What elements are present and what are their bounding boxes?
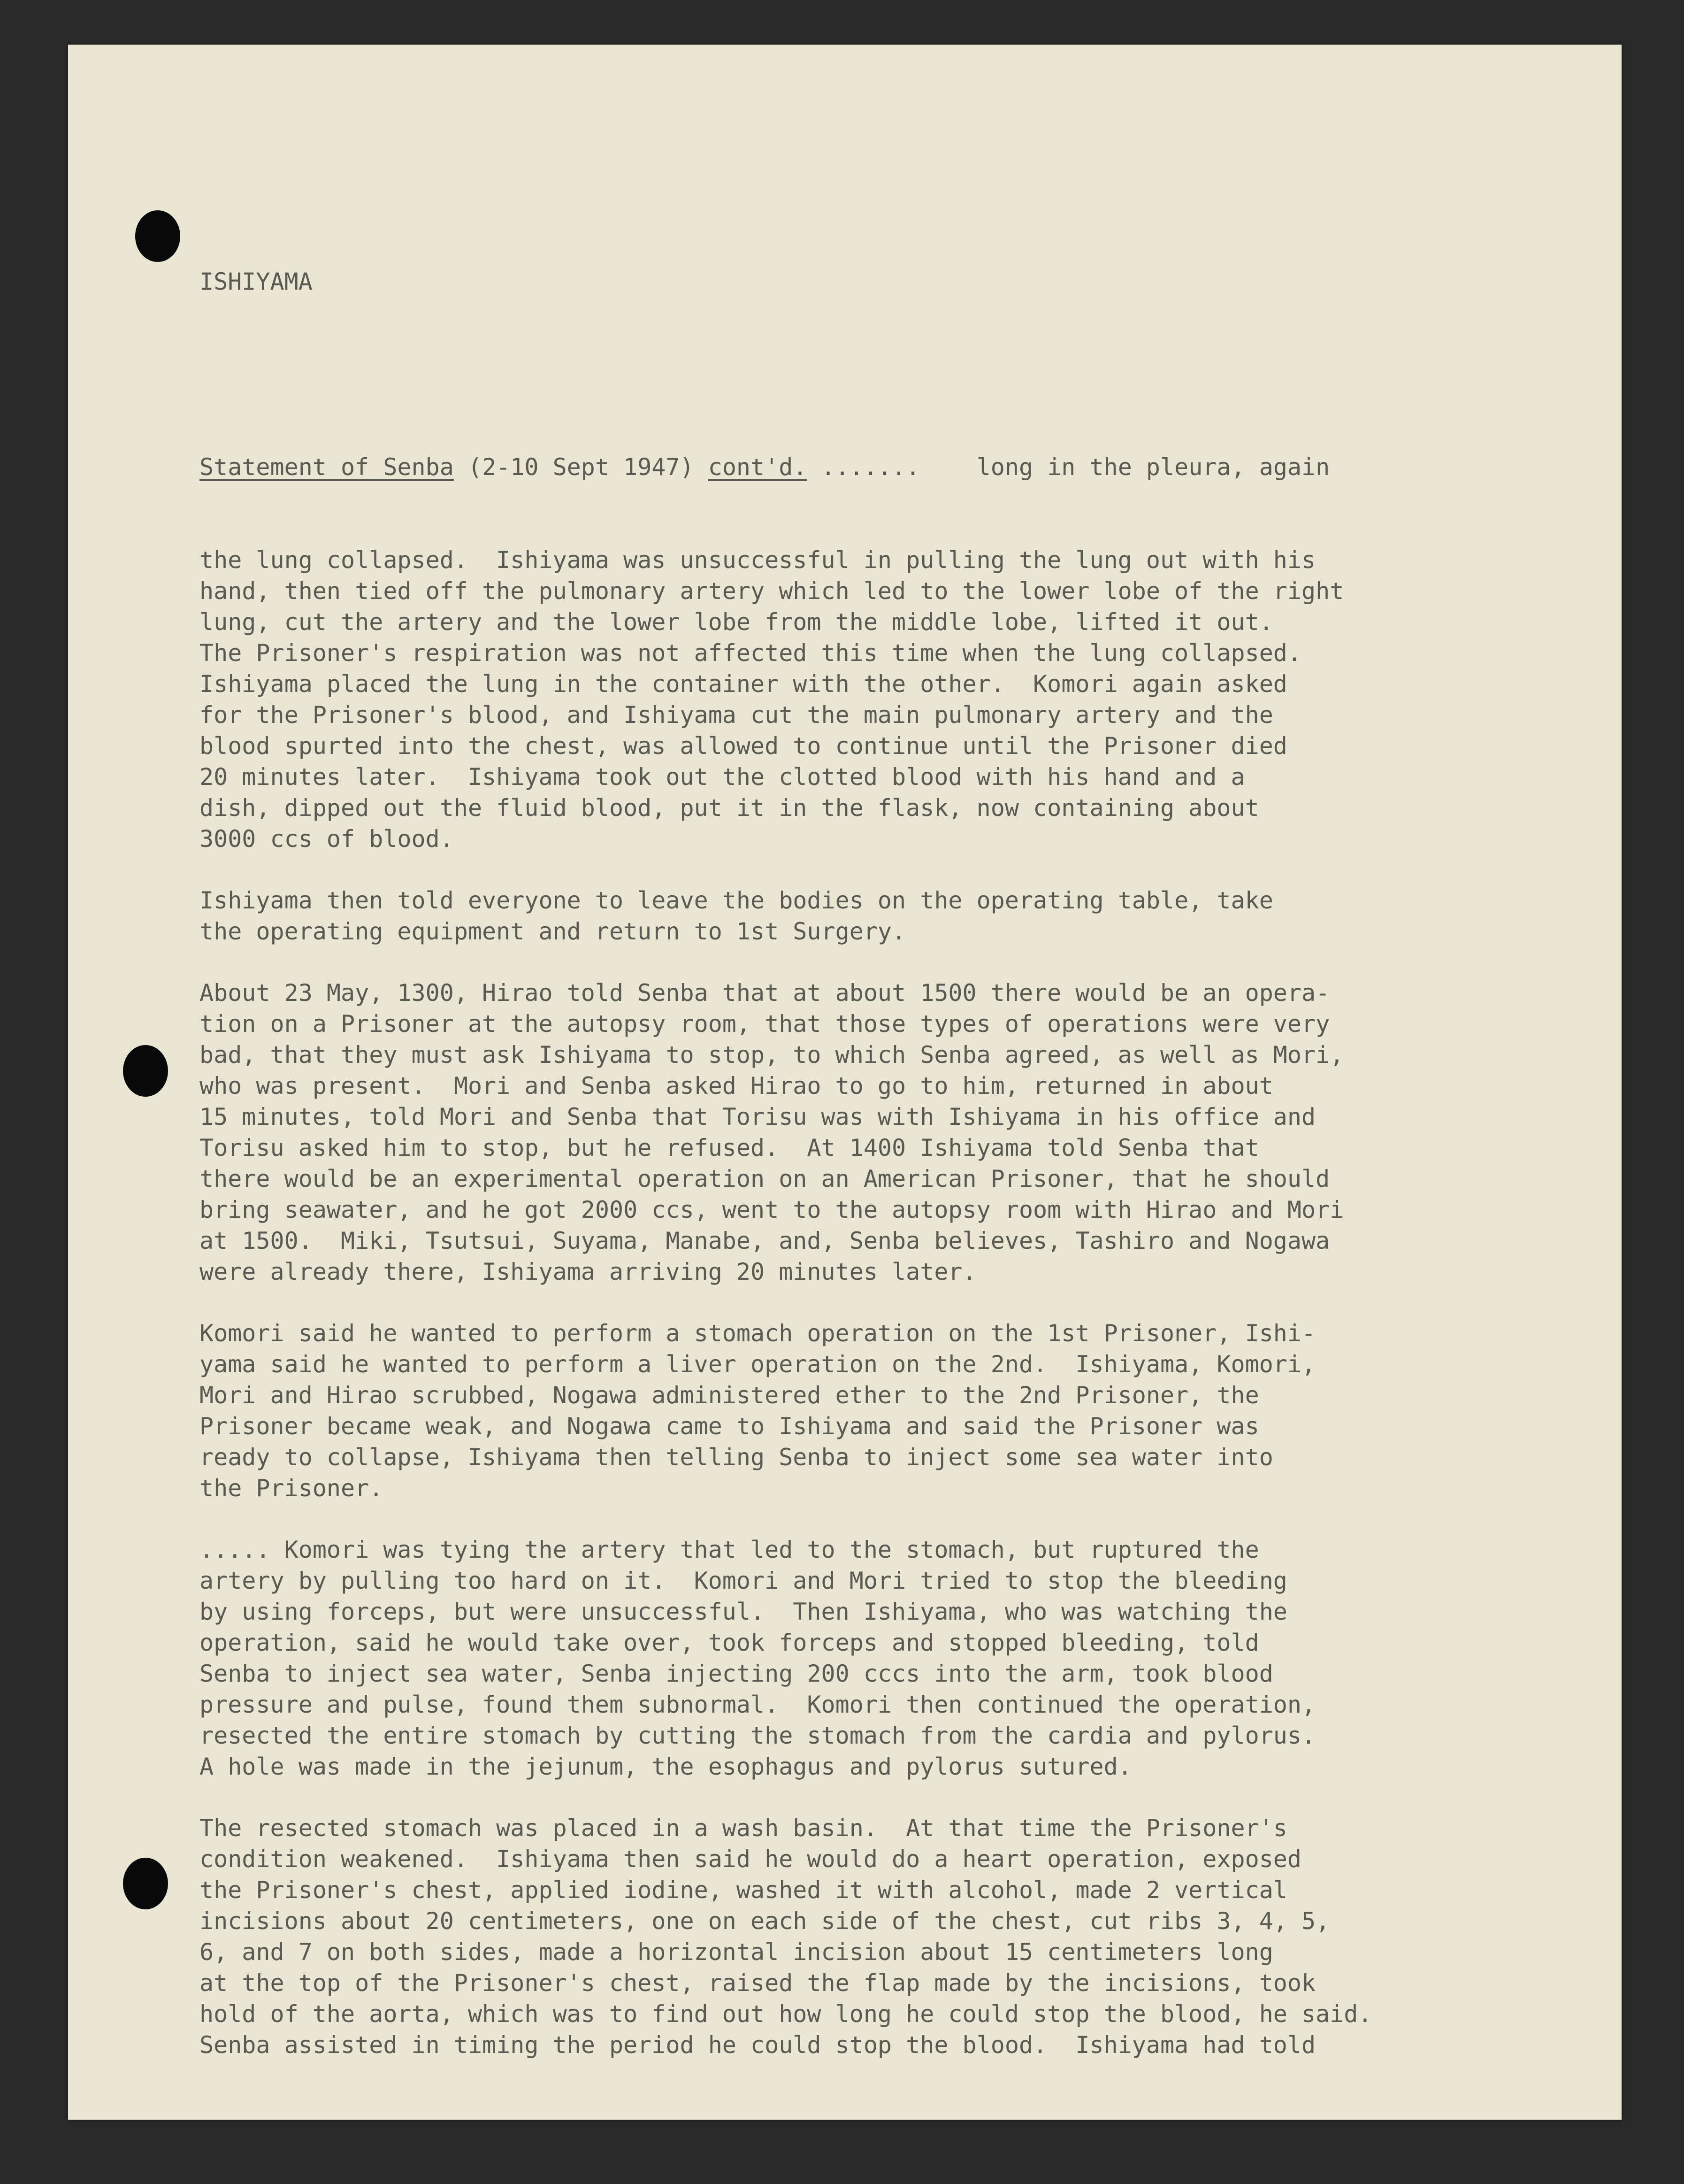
text-line: 15 minutes, told Mori and Senba that Torisu was with Ishiyama in his office and	[199, 1103, 1316, 1130]
text-line: lung, cut the artery and the lower lobe from the middle lobe, lifted it out.	[199, 608, 1273, 636]
text-line: the operating equipment and return to 1st Surgery.	[199, 918, 906, 945]
text-line: hold of the aorta, which was to find out how long he could stop the blood, he said.	[199, 2000, 1372, 2028]
text-line: at 1500. Miki, Tsutsui, Suyama, Manabe, and, Senba believes, Tashiro and Nogawa	[199, 1227, 1330, 1254]
text-line: tion on a Prisoner at the autopsy room, that those types of operations were very	[199, 1010, 1330, 1038]
first-line-tail: long in the pleura, again	[976, 454, 1330, 481]
text-line: condition weakened. Ishiyama then said he would do a heart operation, exposed	[199, 1846, 1301, 1873]
text-line: Senba assisted in timing the period he could stop the blood. Ishiyama had told	[199, 2031, 1316, 2059]
text-line: were already there, Ishiyama arriving 20 minutes later.	[199, 1258, 977, 1285]
text-line: ready to collapse, Ishiyama then telling Senba to inject some sea water into	[199, 1444, 1273, 1471]
text-line: 6, and 7 on both sides, made a horizontal incision about 15 centimeters long	[199, 1938, 1273, 1966]
text-line: bring seawater, and he got 2000 ccs, went to the autopsy room with Hirao and Mori	[199, 1196, 1344, 1223]
text-line: A hole was made in the jejunum, the esophagus and pylorus sutured.	[199, 1753, 1132, 1780]
text-line: The resected stomach was placed in a wash basin. At that time the Prisoner's	[199, 1815, 1287, 1842]
text-line: there would be an experimental operation on an American Prisoner, that he should	[199, 1165, 1330, 1192]
text-line: blood spurted into the chest, was allowed to continue until the Prisoner died	[199, 732, 1287, 760]
text-line: hand, then tied off the pulmonary artery which led to the lower lobe of the right	[199, 577, 1344, 605]
statement-heading-line	[199, 452, 1589, 483]
statement-label: Statement of Senba	[199, 454, 454, 481]
text-line: 3000 ccs of blood.	[199, 825, 454, 853]
statement-date: (2-10 Sept 1947)	[467, 454, 694, 481]
continued-marker: cont'd.	[708, 454, 807, 481]
text-line: who was present. Mori and Senba asked Hirao to go to him, returned in about	[199, 1072, 1273, 1100]
text-line: operation, said he would take over, took forceps and stopped bleeding, told	[199, 1629, 1259, 1656]
text-line: for the Prisoner's blood, and Ishiyama cut the main pulmonary artery and the	[199, 701, 1273, 729]
punch-hole-middle	[123, 1045, 168, 1097]
punch-hole-top	[135, 210, 180, 262]
text-line: Mori and Hirao scrubbed, Nogawa administered ether to the 2nd Prisoner, the	[199, 1382, 1259, 1409]
text-line: Senba to inject sea water, Senba injecting 200 cccs into the arm, took blood	[199, 1660, 1273, 1687]
text-line: Prisoner became weak, and Nogawa came to Ishiyama and said the Prisoner was	[199, 1413, 1259, 1440]
text-line: Komori said he wanted to perform a stomach operation on the 1st Prisoner, Ishi-	[199, 1320, 1316, 1347]
ellipsis-dots: .......	[821, 454, 920, 481]
text-line: at the top of the Prisoner's chest, raised the flap made by the incisions, took	[199, 1969, 1316, 1997]
text-line: pressure and pulse, found them subnormal. Komori then continued the operation,	[199, 1691, 1316, 1718]
text-line: yama said he wanted to perform a liver operation on the 2nd. Ishiyama, Komori,	[199, 1351, 1316, 1378]
punch-hole-bottom	[123, 1858, 168, 1909]
text-line: About 23 May, 1300, Hirao told Senba that at about 1500 there would be an opera-	[199, 979, 1330, 1007]
text-line: the lung collapsed. Ishiyama was unsuccessful in pulling the lung out with his	[199, 546, 1316, 574]
text-line: artery by pulling too hard on it. Komori and Mori tried to stop the bleeding	[199, 1567, 1287, 1594]
statement-paragraphs	[199, 545, 1589, 2061]
text-line: dish, dipped out the fluid blood, put it in the flask, now containing about	[199, 794, 1259, 822]
text-line: The Prisoner's respiration was not affected this time when the lung collapsed.	[199, 639, 1301, 667]
text-line: 20 minutes later. Ishiyama took out the clotted blood with his hand and a	[199, 763, 1245, 791]
text-line: incisions about 20 centimeters, one on each side of the chest, cut ribs 3, 4, 5,	[199, 1907, 1330, 1935]
text-line: by using forceps, but were unsuccessful. Then Ishiyama, who was watching the	[199, 1598, 1287, 1625]
text-line: the Prisoner.	[199, 1475, 383, 1502]
text-line: Ishiyama placed the lung in the container with the other. Komori again asked	[199, 670, 1287, 698]
text-line: Ishiyama then told everyone to leave the bodies on the operating table, take	[199, 887, 1273, 914]
text-line: bad, that they must ask Ishiyama to stop, to which Senba agreed, as well as Mori,	[199, 1041, 1344, 1069]
document-title: ISHIYAMA	[199, 268, 313, 295]
text-line: the Prisoner's chest, applied iodine, washed it with alcohol, made 2 vertical	[199, 1876, 1287, 1904]
text-line: Torisu asked him to stop, but he refused. At 1400 Ishiyama told Senba that	[199, 1134, 1259, 1161]
text-line: ..... Komori was tying the artery that led to the stomach, but ruptured the	[199, 1536, 1259, 1563]
document-body	[199, 204, 1589, 2092]
text-line: resected the entire stomach by cutting the stomach from the cardia and pylorus.	[199, 1722, 1316, 1749]
